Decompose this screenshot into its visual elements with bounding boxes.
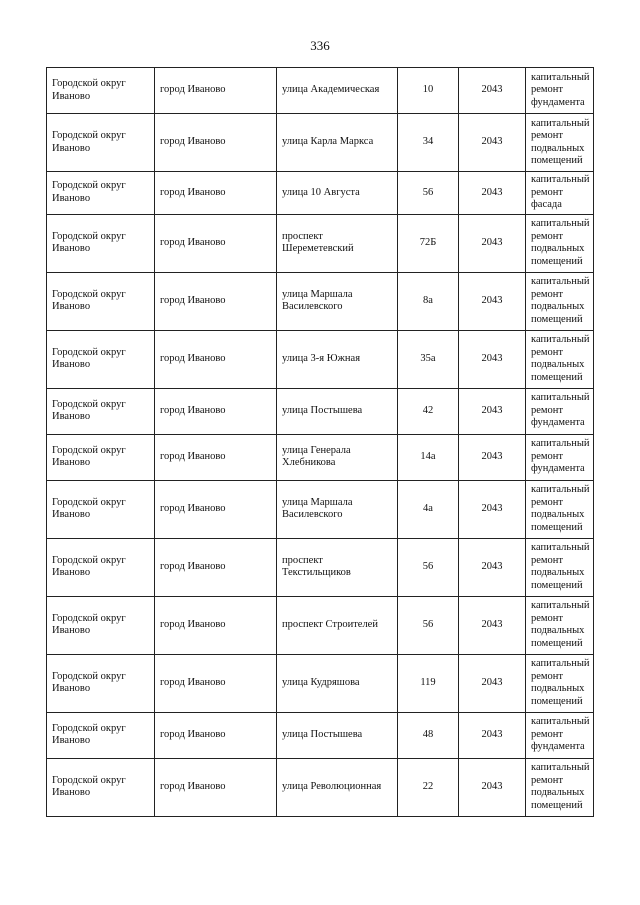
district-cell: Городской округ Иваново (47, 172, 155, 215)
street-cell: проспект Строителей (277, 596, 398, 654)
year-cell: 2043 (459, 214, 526, 272)
city-cell: город Иваново (155, 172, 277, 215)
house-number-cell: 42 (398, 388, 459, 434)
work-type-cell: капитальный ремонт подвальных помещений (526, 214, 594, 272)
year-cell: 2043 (459, 480, 526, 538)
house-number-cell: 56 (398, 172, 459, 215)
house-number-cell: 34 (398, 114, 459, 172)
table-row (47, 214, 594, 272)
district-cell: Городской округ Иваново (47, 596, 155, 654)
table-row (47, 596, 594, 654)
city-cell: город Иваново (155, 712, 277, 758)
work-type-cell: капитальный ремонт подвальных помещений (526, 596, 594, 654)
street-cell: улица 10 Августа (277, 172, 398, 215)
year-cell: 2043 (459, 114, 526, 172)
table-row (47, 712, 594, 758)
work-type-cell: капитальный ремонт подвальных помещений (526, 654, 594, 712)
city-cell: город Иваново (155, 388, 277, 434)
city-cell: город Иваново (155, 538, 277, 596)
house-number-cell: 8а (398, 272, 459, 330)
street-cell: улица Академическая (277, 68, 398, 114)
work-type-cell: капитальный ремонт фундамента (526, 712, 594, 758)
work-type-cell: капитальный ремонт подвальных помещений (526, 758, 594, 816)
table-row (47, 434, 594, 480)
repair-schedule-table (46, 67, 594, 817)
table-row (47, 272, 594, 330)
street-cell: улица Революционная (277, 758, 398, 816)
street-cell: улица Постышева (277, 712, 398, 758)
work-type-cell: капитальный ремонт подвальных помещений (526, 330, 594, 388)
year-cell: 2043 (459, 538, 526, 596)
district-cell: Городской округ Иваново (47, 538, 155, 596)
district-cell: Городской округ Иваново (47, 330, 155, 388)
year-cell: 2043 (459, 68, 526, 114)
year-cell: 2043 (459, 434, 526, 480)
street-cell: улица Маршала Василевского (277, 272, 398, 330)
work-type-cell: капитальный ремонт подвальных помещений (526, 538, 594, 596)
year-cell: 2043 (459, 758, 526, 816)
work-type-cell: капитальный ремонт подвальных помещений (526, 114, 594, 172)
street-cell: улица Карла Маркса (277, 114, 398, 172)
year-cell: 2043 (459, 596, 526, 654)
district-cell: Городской округ Иваново (47, 68, 155, 114)
house-number-cell: 56 (398, 596, 459, 654)
work-type-cell: капитальный ремонт подвальных помещений (526, 480, 594, 538)
district-cell: Городской округ Иваново (47, 758, 155, 816)
table-row (47, 68, 594, 114)
house-number-cell: 22 (398, 758, 459, 816)
table-row (47, 114, 594, 172)
page-number: 336 (310, 38, 330, 53)
city-cell: город Иваново (155, 480, 277, 538)
table-row (47, 388, 594, 434)
work-type-cell: капитальный ремонт фасада (526, 172, 594, 215)
district-cell: Городской округ Иваново (47, 434, 155, 480)
city-cell: город Иваново (155, 434, 277, 480)
house-number-cell: 48 (398, 712, 459, 758)
house-number-cell: 72Б (398, 214, 459, 272)
year-cell: 2043 (459, 712, 526, 758)
table-row (47, 538, 594, 596)
year-cell: 2043 (459, 172, 526, 215)
district-cell: Городской округ Иваново (47, 654, 155, 712)
city-cell: город Иваново (155, 596, 277, 654)
city-cell: город Иваново (155, 330, 277, 388)
district-cell: Городской округ Иваново (47, 480, 155, 538)
table-row (47, 654, 594, 712)
district-cell: Городской округ Иваново (47, 214, 155, 272)
district-cell: Городской округ Иваново (47, 712, 155, 758)
street-cell: проспект Шереметевский (277, 214, 398, 272)
street-cell: улица 3-я Южная (277, 330, 398, 388)
work-type-cell: капитальный ремонт фундамента (526, 68, 594, 114)
table-row (47, 758, 594, 816)
table-row (47, 480, 594, 538)
street-cell: улица Постышева (277, 388, 398, 434)
city-cell: город Иваново (155, 68, 277, 114)
city-cell: город Иваново (155, 114, 277, 172)
city-cell: город Иваново (155, 214, 277, 272)
street-cell: улица Кудряшова (277, 654, 398, 712)
year-cell: 2043 (459, 272, 526, 330)
table-row (47, 330, 594, 388)
table-row (47, 172, 594, 215)
street-cell: улица Маршала Василевского (277, 480, 398, 538)
year-cell: 2043 (459, 330, 526, 388)
year-cell: 2043 (459, 388, 526, 434)
work-type-cell: капитальный ремонт подвальных помещений (526, 272, 594, 330)
district-cell: Городской округ Иваново (47, 388, 155, 434)
house-number-cell: 10 (398, 68, 459, 114)
street-cell: проспект Текстильщиков (277, 538, 398, 596)
street-cell: улица Генерала Хлебникова (277, 434, 398, 480)
house-number-cell: 56 (398, 538, 459, 596)
work-type-cell: капитальный ремонт фундамента (526, 388, 594, 434)
house-number-cell: 119 (398, 654, 459, 712)
house-number-cell: 4а (398, 480, 459, 538)
district-cell: Городской округ Иваново (47, 272, 155, 330)
city-cell: город Иваново (155, 758, 277, 816)
work-type-cell: капитальный ремонт фундамента (526, 434, 594, 480)
house-number-cell: 14а (398, 434, 459, 480)
district-cell: Городской округ Иваново (47, 114, 155, 172)
house-number-cell: 35а (398, 330, 459, 388)
year-cell: 2043 (459, 654, 526, 712)
city-cell: город Иваново (155, 272, 277, 330)
city-cell: город Иваново (155, 654, 277, 712)
